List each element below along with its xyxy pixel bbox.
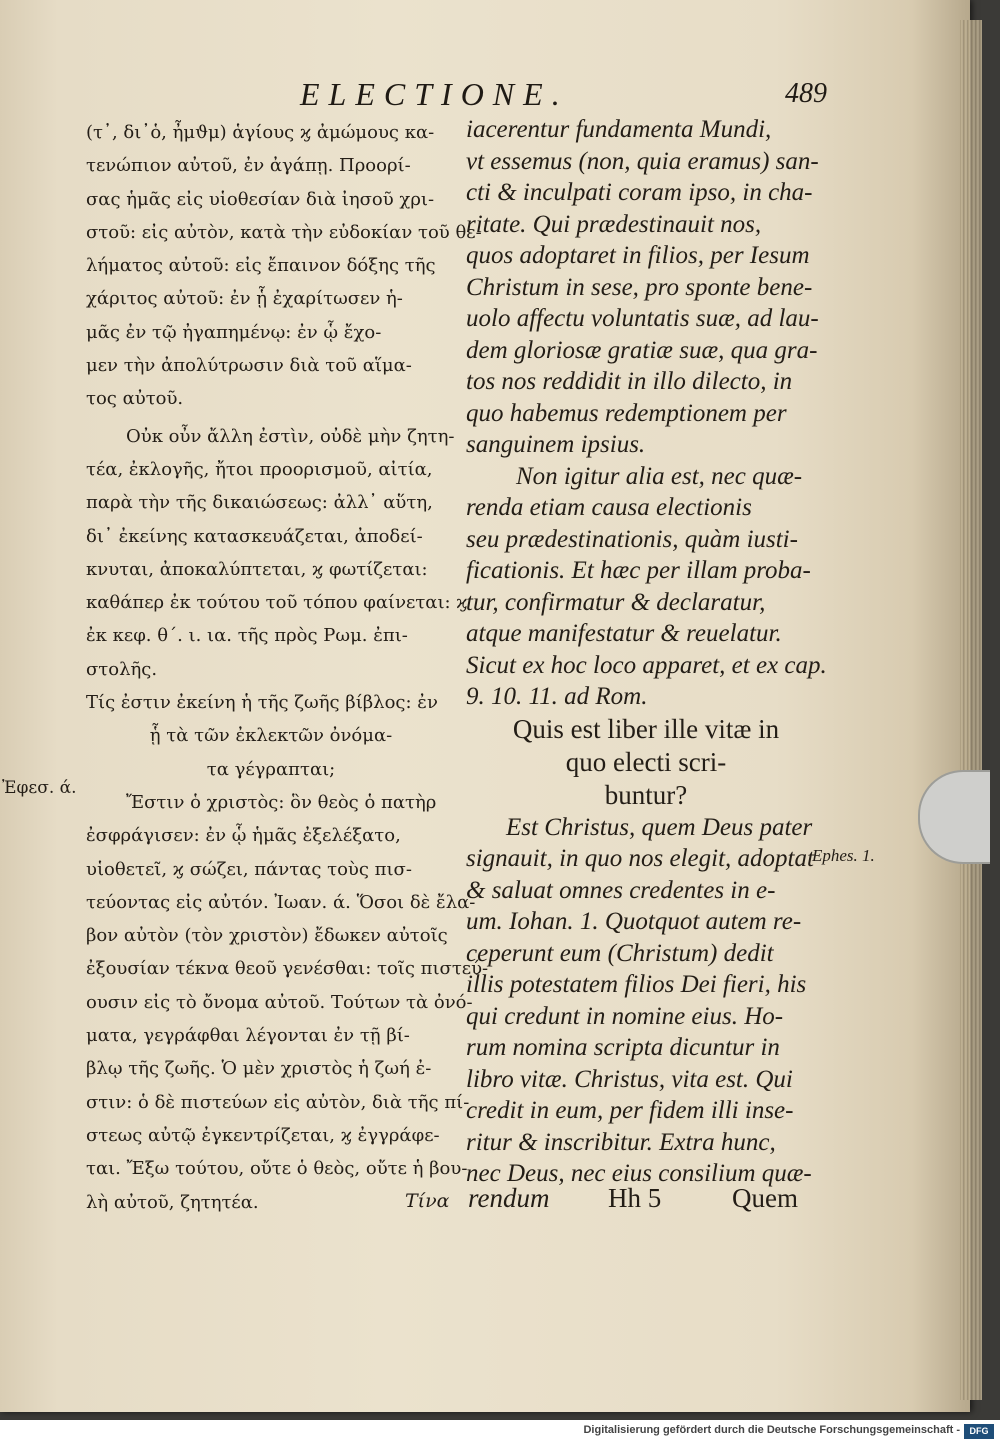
greek-line: τέα, ἐκλογῆς, ἤτοι προορισμοῦ, αἰτία, (86, 458, 433, 480)
page-header (300, 76, 840, 116)
latin-line: & saluat omnes credentes in e- (466, 876, 776, 904)
greek-line: (τ᾽, δι᾽ὁ, ἦμϑμ) ἁγίους ϗ ἀμώμους κα- (86, 122, 435, 143)
latin-column (466, 114, 826, 1190)
latin-line: rum nomina scripta dicuntur in (466, 1034, 780, 1061)
running-head: ELECTIONE. (300, 76, 569, 112)
latin-line: credit in eum, per fidem illi inse- (466, 1097, 794, 1124)
dfg-logo: DFG (964, 1424, 994, 1439)
greek-line: σας ἡμᾶς εἰς υἱοθεσίαν διὰ ἰησοῦ χρι- (86, 188, 435, 210)
greek-column (86, 116, 489, 1219)
greek-line: βον αὐτὸν (τὸν χριστὸν) ἔδωκεν αὐτοῖς (86, 925, 448, 947)
greek-line: ουσιν εἰς τὸ ὄνομα αὐτοῦ. Τούτων τὰ ὀνό- (86, 991, 473, 1013)
latin-line: dem gloriosæ gratiæ suæ, qua gra- (466, 336, 818, 364)
latin-line: Non igitur alia est, nec quæ- (516, 462, 803, 490)
footer-bar (0, 1420, 1000, 1444)
greek-line: τενώπιον αὐτοῦ, ἐν ἀγάπῃ. Προορί- (86, 155, 411, 177)
greek-line: ἐσφράγισεν: ἐν ᾧ ἡμᾶς ἐξελέξατο, (86, 825, 401, 847)
latin-line: ceperunt eum (Christum) dedit (466, 939, 774, 967)
greek-line: στιν: ὁ δὲ πιστεύων εἰς αὐτὸν, διὰ τῆς πί- (86, 1091, 470, 1113)
latin-line: ficationis. Et hæc per illam proba- (466, 557, 811, 584)
latin-line: ritate. Qui prædestinauit nos, (466, 210, 762, 238)
latin-question-line: buntur? (604, 779, 688, 810)
latin-line: um. Iohan. 1. Quotquot autem re- (466, 908, 802, 935)
greek-question-line: τα γέγραπται; (206, 758, 336, 780)
latin-question-line: Quis est liber ille vitæ in (512, 713, 780, 744)
greek-line: τος αὐτοῦ. (86, 388, 184, 410)
latin-line: nec Deus, nec eius consilium quæ- (466, 1160, 812, 1187)
page-number: 489 (785, 78, 827, 109)
greek-line: λὴ αὐτοῦ, ζητητέα. (86, 1191, 259, 1213)
latin-line: vt essemus (non, quia eramus) san- (466, 147, 819, 175)
latin-line: Christum in sese, pro sponte bene- (466, 273, 813, 301)
greek-line: βλῳ τῆς ζωῆς. Ὁ μὲν χριστὸς ἡ ζωή ἐ- (86, 1058, 432, 1080)
latin-line: sanguinem ipsius. (466, 431, 646, 458)
greek-line: κνυται, ἀποκαλύπτεται, ϗ φωτίζεται: (86, 558, 428, 580)
page-edges (960, 20, 982, 1400)
latin-line: tos nos reddidit in illo dilecto, in (466, 368, 793, 395)
latin-catchword: Quem (732, 1183, 798, 1213)
greek-question-line: Τίς ἐστιν ἐκείνη ἡ τῆς ζωῆς βίβλος: ἐν (86, 692, 438, 714)
latin-line: uolo affectu voluntatis suæ, ad lau- (466, 305, 819, 332)
latin-line: signauit, in quo nos elegit, adoptat (466, 845, 814, 872)
latin-line: cti & inculpati coram ipso, in cha- (466, 179, 813, 206)
greek-line: λήματος αὐτοῦ: εἰς ἔπαινον δόξης τῆς (86, 255, 436, 277)
greek-line: ἐκ κεφ. θ΄. ι. ια. τῆς πρὸς Ρωμ. ἐπι- (86, 625, 408, 647)
greek-question-line: ᾗ τὰ τῶν ἐκλεκτῶν ὀνόμα- (149, 725, 393, 747)
latin-line: quo habemus redemptionem per (466, 399, 787, 427)
greek-line: δι᾽ ἐκείνης κατασκευάζεται, ἀποδεί- (86, 525, 423, 547)
greek-line: στεως αὐτῷ ἐγκεντρίζεται, ϗ ἐγγράφε- (86, 1124, 440, 1146)
greek-line: ται. Ἔξω τούτου, οὔτε ὁ θεὸς, οὔτε ἡ βου- (86, 1158, 468, 1180)
greek-line: μεν τὴν ἀπολύτρωσιν διὰ τοῦ αἵμα- (86, 355, 412, 377)
greek-line: ματα, γεγράφθαι λέγονται ἐν τῇ βί- (86, 1025, 410, 1047)
greek-line: παρὰ τὴν τῆς δικαιώσεως: ἀλλ᾽ αὕτη, (86, 492, 433, 514)
greek-line: μᾶς ἐν τῷ ἠγαπημένῳ: ἐν ᾧ ἔχο- (86, 321, 382, 343)
latin-line: libro vitæ. Christus, vita est. Qui (466, 1065, 793, 1093)
greek-line: Οὐκ οὖν ἄλλη ἐστὶν, οὐδὲ μὴν ζητη- (126, 425, 455, 447)
greek-line: στολῆς. (86, 658, 158, 680)
left-margin-note: Ἐφεσ. ά. (2, 778, 77, 798)
latin-last-word: rendum (468, 1183, 550, 1213)
greek-line: Ἔστιν ὁ χριστὸς: ὃν θεὸς ὁ πατὴρ (126, 791, 437, 813)
latin-line: ritur & inscribitur. Extra hunc, (466, 1128, 776, 1156)
latin-line: atque manifestatur & reuelatur. (466, 620, 782, 647)
latin-line: tur, confirmatur & declaratur, (466, 588, 766, 616)
latin-line: Est Christus, quem Deus pater (506, 813, 813, 841)
latin-line: illis potestatem filios Dei fieri, his (466, 971, 807, 998)
signature-mark: Hh 5 (608, 1183, 662, 1213)
latin-line: renda etiam causa electionis (466, 494, 752, 521)
latin-line: 9. 10. 11. ad Rom. (466, 683, 648, 710)
greek-line: καθάπερ ἐκ τούτου τοῦ τόπου φαίνεται: ϗ (86, 592, 468, 614)
greek-line: τεύοντας εἰς αὐτόν. Ἰωαν. ά. Ὅσοι δὲ ἔλα- (86, 891, 476, 913)
latin-line: quos adoptaret in filios, per Iesum (466, 242, 810, 269)
greek-line: υἱοθετεῖ, ϗ σώζει, πάντας τοὺς πισ- (86, 858, 412, 880)
funding-notice: Digitalisierung gefördert durch die Deutsche Forschungsgemeinschaft - (583, 1424, 960, 1436)
greek-line: χάριτος αὐτοῦ: ἐν ᾗ ἐχαρίτωσεν ἡ- (86, 288, 403, 310)
latin-line: iacerentur fundamenta Mundi, (466, 116, 772, 143)
latin-line: qui credunt in nomine eius. Ho- (466, 1002, 784, 1030)
greek-catchword: Τίνα (405, 1190, 450, 1212)
greek-line: ἐξουσίαν τέκνα θεοῦ γενέσθαι: τοῖς πιστεύ- (86, 958, 489, 980)
right-margin-note: Ephes. 1. (812, 846, 875, 865)
latin-question-line: quo electi scri- (565, 746, 727, 777)
latin-line: seu prædestinationis, quàm iusti- (466, 525, 798, 553)
greek-line: στοῦ: εἰς αὐτὸν, κατὰ τὴν εὐδοκίαν τοῦ θε- (86, 221, 482, 243)
latin-line: Sicut ex hoc loco apparet, et ex cap. (466, 651, 827, 679)
